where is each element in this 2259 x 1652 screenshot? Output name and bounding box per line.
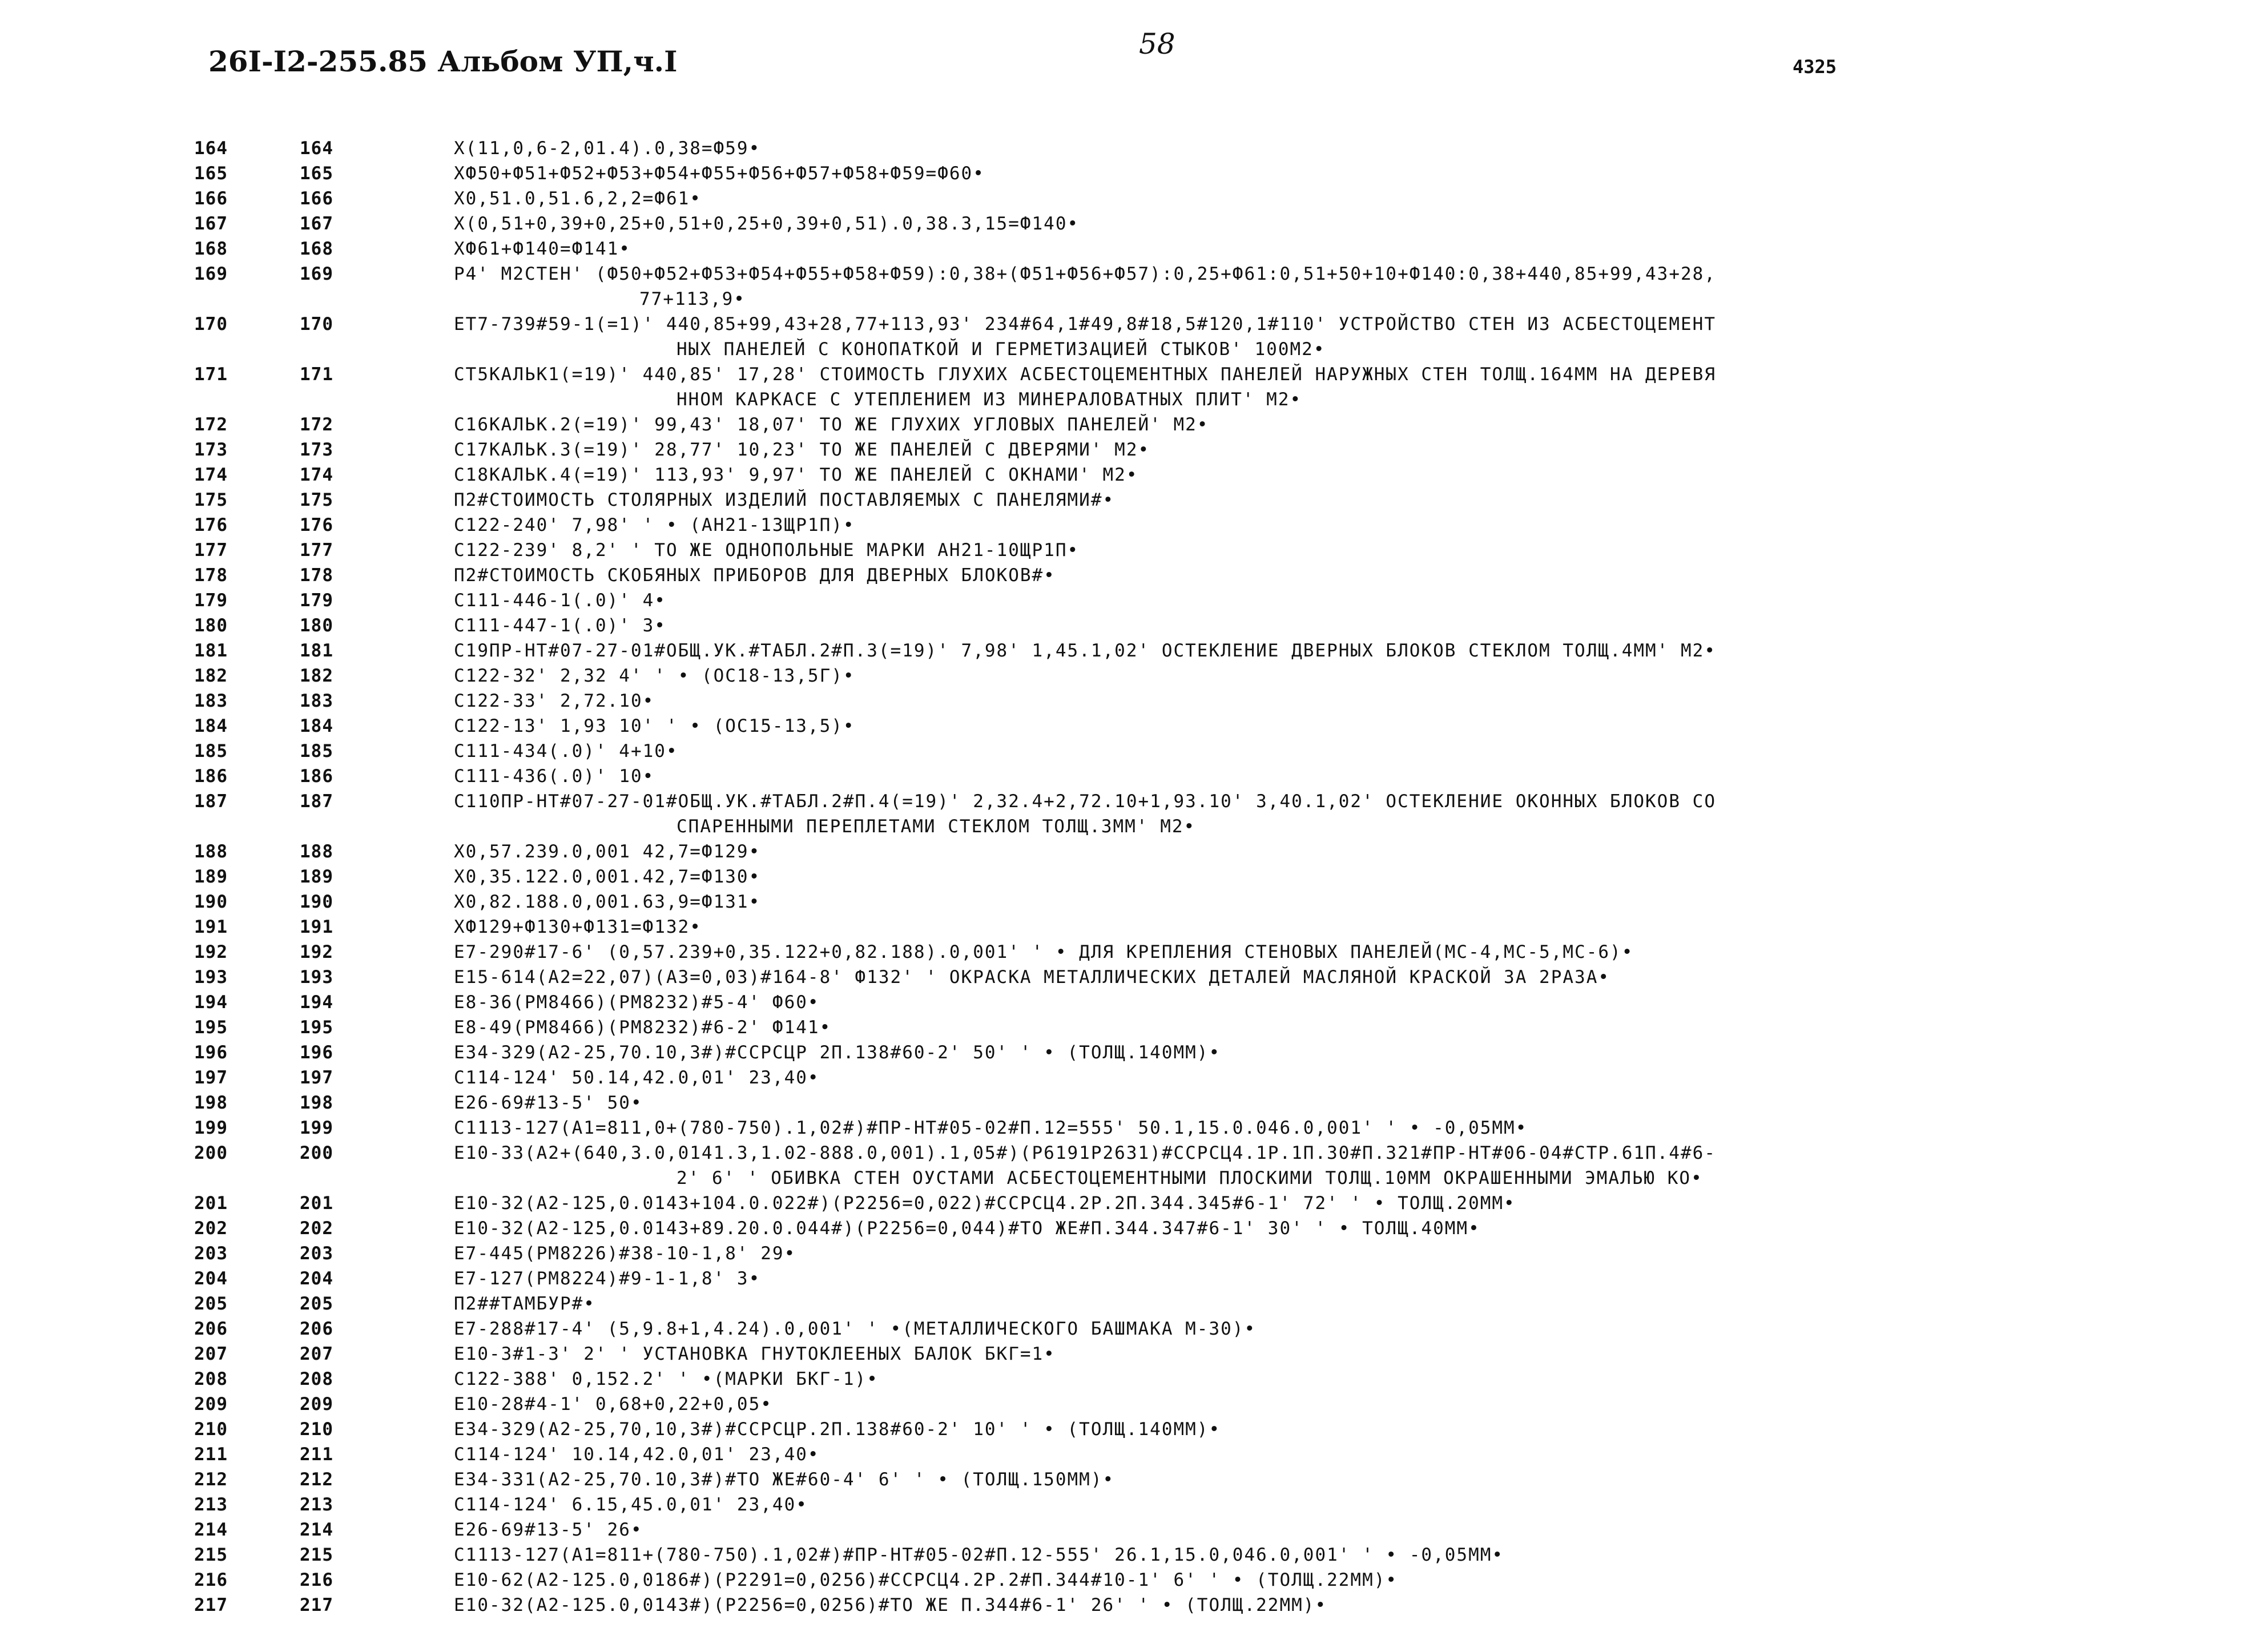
code-text-line: Е10-28#4-1' 0,68+0,22+0,05• bbox=[454, 1394, 772, 1415]
listing-line bbox=[0, 563, 2259, 588]
line-number: 191 bbox=[194, 917, 228, 937]
line-number: 211 bbox=[194, 1444, 228, 1465]
code-text-line: С1113-127(А1=811,0+(780-750).1,02#)#ПР-НТ#05-02#П.12=555' 50.1,15.0.046.0,001' ' • -0,05ММ• bbox=[454, 1118, 1528, 1138]
line-number: 189 bbox=[194, 867, 228, 887]
code-text-line: С111-447-1(.0)' 3• bbox=[454, 615, 666, 636]
listing-line bbox=[0, 412, 2259, 437]
line-number-duplicate: 209 bbox=[300, 1394, 333, 1415]
line-number-duplicate: 169 bbox=[300, 264, 333, 284]
line-number: 165 bbox=[194, 163, 228, 184]
line-number: 169 bbox=[194, 264, 228, 284]
code-text-line: Е7-288#17-4' (5,9.8+1,4.24).0,001' ' •(МЕТАЛЛИЧЕСКОГО БАШМАКА М-30)• bbox=[454, 1319, 1257, 1339]
listing-line bbox=[0, 186, 2259, 211]
code-text-line: Р4' М2СТЕН' (Ф50+Ф52+Ф53+Ф54+Ф55+Ф58+Ф59):0,38+(Ф51+Ф56+Ф57):0,25+Ф61:0,51+50+10+Ф140:0,38+440,85+99,43+28, bbox=[454, 264, 1717, 284]
code-text bbox=[454, 1291, 2178, 1316]
listing-line bbox=[0, 211, 2259, 236]
line-number: 217 bbox=[194, 1595, 228, 1615]
code-text bbox=[454, 186, 2178, 211]
line-number: 166 bbox=[194, 188, 228, 209]
line-number: 173 bbox=[194, 440, 228, 460]
line-number: 198 bbox=[194, 1093, 228, 1113]
listing-line bbox=[0, 1090, 2259, 1115]
listing-line bbox=[0, 764, 2259, 789]
line-number-duplicate: 212 bbox=[300, 1469, 333, 1490]
code-text bbox=[454, 538, 2178, 563]
code-text bbox=[454, 839, 2178, 864]
code-text-line: Е34-331(А2-25,70.10,3#)#ТО ЖЕ#60-4' 6' ' • (ТОЛЩ.150ММ)• bbox=[454, 1469, 1115, 1490]
listing-line bbox=[0, 487, 2259, 513]
code-text-line: С114-124' 10.14,42.0,01' 23,40• bbox=[454, 1444, 820, 1465]
line-number-duplicate: 203 bbox=[300, 1243, 333, 1264]
line-number: 179 bbox=[194, 590, 228, 611]
listing-line bbox=[0, 889, 2259, 914]
listing-line bbox=[0, 437, 2259, 462]
code-text bbox=[454, 1517, 2178, 1542]
listing-line bbox=[0, 1367, 2259, 1392]
code-text-line: С122-32' 2,32 4' ' • (ОС18-13,5Г)• bbox=[454, 666, 855, 686]
code-text-line: СТ5КАЛЬК1(=19)' 440,85' 17,28' СТОИМОСТЬ ГЛУХИХ АСБЕСТОЦЕМЕНТНЫХ ПАНЕЛЕЙ НАРУЖНЫХ СТЕН ТОЛЩ.164ММ НА ДЕРЕВЯ bbox=[454, 364, 1717, 385]
code-text-line: Е7-290#17-6' (0,57.239+0,35.122+0,82.188).0,001' ' • ДЛЯ КРЕПЛЕНИЯ СТЕНОВЫХ ПАНЕЛЕЙ(МС-4,МС-5,МС-6)• bbox=[454, 942, 1634, 962]
line-number-duplicate: 167 bbox=[300, 213, 333, 234]
code-text bbox=[454, 1266, 2178, 1291]
code-text-line: Е10-32(А2-125.0,0143#)(Р2256=0,0256)#ТО ЖЕ П.344#6-1' 26' ' • (ТОЛЩ.22ММ)• bbox=[454, 1595, 1327, 1615]
code-text-line: Х0,35.122.0,001.42,7=Ф130• bbox=[454, 867, 761, 887]
line-number-duplicate: 208 bbox=[300, 1369, 333, 1389]
code-text bbox=[454, 1492, 2178, 1517]
code-text-line: С111-446-1(.0)' 4• bbox=[454, 590, 666, 611]
listing-line bbox=[0, 1065, 2259, 1090]
listing-line bbox=[0, 1593, 2259, 1618]
code-text-line: С122-388' 0,152.2' ' •(МАРКИ БКГ-1)• bbox=[454, 1369, 879, 1389]
listing-line bbox=[0, 1141, 2259, 1191]
line-number-duplicate: 177 bbox=[300, 540, 333, 561]
code-text-line: С122-13' 1,93 10' ' • (ОС15-13,5)• bbox=[454, 716, 855, 736]
line-number: 171 bbox=[194, 364, 228, 385]
line-number-duplicate: 172 bbox=[300, 414, 333, 435]
code-text-line: Х0,57.239.0,001 42,7=Ф129• bbox=[454, 841, 761, 862]
code-text bbox=[454, 1316, 2178, 1341]
line-number: 202 bbox=[194, 1218, 228, 1239]
code-text-line: С16КАЛЬК.2(=19)' 99,43' 18,07' ТО ЖЕ ГЛУХИХ УГЛОВЫХ ПАНЕЛЕЙ' М2• bbox=[454, 414, 1209, 435]
listing-line bbox=[0, 990, 2259, 1015]
line-number-duplicate: 201 bbox=[300, 1193, 333, 1214]
listing-line bbox=[0, 1216, 2259, 1241]
line-number: 177 bbox=[194, 540, 228, 561]
listing-line bbox=[0, 538, 2259, 563]
code-text bbox=[454, 940, 2178, 965]
line-number: 172 bbox=[194, 414, 228, 435]
line-number-duplicate: 197 bbox=[300, 1067, 333, 1088]
code-text-line: Е10-32(А2-125,0.0143+104.0.022#)(Р2256=0,022)#ССРСЦ4.2Р.2П.344.345#6-1' 72' ' • ТОЛЩ.20ММ• bbox=[454, 1193, 1516, 1214]
code-text-line: С18КАЛЬК.4(=19)' 113,93' 9,97' ТО ЖЕ ПАНЕЛЕЙ С ОКНАМИ' М2• bbox=[454, 465, 1138, 485]
code-text-line: Х(11,0,6-2,01.4).0,38=Ф59• bbox=[454, 138, 761, 159]
line-number: 208 bbox=[194, 1369, 228, 1389]
code-text-line: Е10-32(А2-125,0.0143+89.20.0.044#)(Р2256=0,044)#ТО ЖЕ#П.344.347#6-1' 30' ' • ТОЛЩ.40ММ• bbox=[454, 1218, 1480, 1239]
code-text bbox=[454, 1090, 2178, 1115]
code-text bbox=[454, 588, 2178, 613]
listing-line bbox=[0, 261, 2259, 312]
code-text-line: Е34-329(А2-25,70.10,3#)#ССРСЦР 2П.138#60-2' 50' ' • (ТОЛЩ.140ММ)• bbox=[454, 1042, 1221, 1063]
listing-line bbox=[0, 1517, 2259, 1542]
line-number: 190 bbox=[194, 892, 228, 912]
line-number-duplicate: 179 bbox=[300, 590, 333, 611]
listing-line bbox=[0, 663, 2259, 688]
code-text-line: Е34-329(А2-25,70,10,3#)#ССРСЦР.2П.138#60-2' 10' ' • (ТОЛЩ.140ММ)• bbox=[454, 1419, 1221, 1440]
listing-line bbox=[0, 1115, 2259, 1141]
code-text bbox=[454, 1392, 2178, 1417]
listing-line bbox=[0, 1191, 2259, 1216]
listing-line bbox=[0, 1040, 2259, 1065]
listing-line bbox=[0, 940, 2259, 965]
listing-line bbox=[0, 1568, 2259, 1593]
line-number-duplicate: 189 bbox=[300, 867, 333, 887]
line-number: 196 bbox=[194, 1042, 228, 1063]
code-text-line: П2##ТАМБУР#• bbox=[454, 1294, 595, 1314]
listing-line bbox=[0, 362, 2259, 412]
code-text-line: С17КАЛЬК.3(=19)' 28,77' 10,23' ТО ЖЕ ПАНЕЛЕЙ С ДВЕРЯМИ' М2• bbox=[454, 440, 1150, 460]
code-text bbox=[454, 1216, 2178, 1241]
code-text bbox=[454, 261, 2178, 312]
code-text bbox=[454, 312, 2178, 362]
line-number: 181 bbox=[194, 640, 228, 661]
line-number: 180 bbox=[194, 615, 228, 636]
code-text bbox=[454, 1065, 2178, 1090]
code-text bbox=[454, 638, 2178, 663]
code-text-line: С1113-127(А1=811+(780-750).1,02#)#ПР-НТ#05-02#П.12-555' 26.1,15.0,046.0,001' ' • -0,05ММ• bbox=[454, 1545, 1504, 1565]
listing-line bbox=[0, 965, 2259, 990]
code-text-continuation: 2' 6' ' ОБИВКА СТЕН ОУСТАМИ АСБЕСТОЦЕМЕНТНЫМИ ПЛОСКИМИ ТОЛЩ.10ММ ОКРАШЕННЫМИ ЭМАЛЬЮ КО• bbox=[677, 1168, 1703, 1188]
line-number-duplicate: 191 bbox=[300, 917, 333, 937]
line-number: 207 bbox=[194, 1344, 228, 1364]
line-number: 175 bbox=[194, 490, 228, 510]
code-text-line: Х(0,51+0,39+0,25+0,51+0,25+0,39+0,51).0,38.3,15=Ф140• bbox=[454, 213, 1080, 234]
code-text-line: Е10-62(А2-125.0,0186#)(Р2291=0,0256)#ССРСЦ4.2Р.2#П.344#10-1' 6' ' • (ТОЛЩ.22ММ)• bbox=[454, 1570, 1398, 1590]
line-number: 214 bbox=[194, 1520, 228, 1540]
line-number: 186 bbox=[194, 766, 228, 787]
line-number-duplicate: 182 bbox=[300, 666, 333, 686]
code-text-line: Е10-3#1-3' 2' ' УСТАНОВКА ГНУТОКЛЕЕНЫХ БАЛОК БКГ=1• bbox=[454, 1344, 1056, 1364]
line-number: 174 bbox=[194, 465, 228, 485]
line-number: 178 bbox=[194, 565, 228, 586]
code-text bbox=[454, 437, 2178, 462]
line-number-duplicate: 199 bbox=[300, 1118, 333, 1138]
code-text bbox=[454, 136, 2178, 161]
line-number: 197 bbox=[194, 1067, 228, 1088]
line-number: 209 bbox=[194, 1394, 228, 1415]
code-text-line: П2#СТОИМОСТЬ СКОБЯНЫХ ПРИБОРОВ ДЛЯ ДВЕРНЫХ БЛОКОВ#• bbox=[454, 565, 1056, 586]
line-number-duplicate: 176 bbox=[300, 515, 333, 535]
listing-line bbox=[0, 136, 2259, 161]
code-text-continuation: 77+113,9• bbox=[639, 289, 746, 309]
listing-line bbox=[0, 1442, 2259, 1467]
line-number-duplicate: 205 bbox=[300, 1294, 333, 1314]
code-text bbox=[454, 236, 2178, 261]
code-listing bbox=[0, 136, 2259, 1618]
line-number-duplicate: 183 bbox=[300, 691, 333, 711]
code-text bbox=[454, 1542, 2178, 1568]
code-text bbox=[454, 1593, 2178, 1618]
code-text bbox=[454, 462, 2178, 487]
code-text bbox=[454, 1442, 2178, 1467]
line-number: 203 bbox=[194, 1243, 228, 1264]
code-text bbox=[454, 965, 2178, 990]
line-number: 170 bbox=[194, 314, 228, 335]
line-number: 187 bbox=[194, 791, 228, 812]
code-text bbox=[454, 990, 2178, 1015]
line-number: 216 bbox=[194, 1570, 228, 1590]
listing-line bbox=[0, 914, 2259, 940]
code-text-line: Е8-36(РМ8466)(РМ8232)#5-4' Ф60• bbox=[454, 992, 820, 1013]
line-number-duplicate: 202 bbox=[300, 1218, 333, 1239]
line-number: 188 bbox=[194, 841, 228, 862]
code-text bbox=[454, 714, 2178, 739]
code-text bbox=[454, 1191, 2178, 1216]
code-text bbox=[454, 513, 2178, 538]
line-number-duplicate: 171 bbox=[300, 364, 333, 385]
code-text-line: Е8-49(РМ8466)(РМ8232)#6-2' Ф141• bbox=[454, 1017, 832, 1038]
listing-line bbox=[0, 462, 2259, 487]
code-text-line: ХФ50+Ф51+Ф52+Ф53+Ф54+Ф55+Ф56+Ф57+Ф58+Ф59=Ф60• bbox=[454, 163, 985, 184]
code-text-continuation: НЫХ ПАНЕЛЕЙ С КОНОПАТКОЙ И ГЕРМЕТИЗАЦИЕЙ СТЫКОВ' 100М2• bbox=[677, 339, 1326, 360]
code-text bbox=[454, 613, 2178, 638]
line-number-duplicate: 174 bbox=[300, 465, 333, 485]
line-number-duplicate: 215 bbox=[300, 1545, 333, 1565]
line-number-duplicate: 170 bbox=[300, 314, 333, 335]
line-number-duplicate: 196 bbox=[300, 1042, 333, 1063]
line-number-duplicate: 193 bbox=[300, 967, 333, 988]
code-text bbox=[454, 889, 2178, 914]
line-number-duplicate: 200 bbox=[300, 1143, 333, 1163]
code-text bbox=[454, 764, 2178, 789]
line-number-duplicate: 198 bbox=[300, 1093, 333, 1113]
code-text bbox=[454, 914, 2178, 940]
listing-line bbox=[0, 236, 2259, 261]
line-number: 182 bbox=[194, 666, 228, 686]
line-number-duplicate: 185 bbox=[300, 741, 333, 761]
code-text bbox=[454, 1568, 2178, 1593]
code-text bbox=[454, 688, 2178, 714]
listing-line bbox=[0, 714, 2259, 739]
line-number: 201 bbox=[194, 1193, 228, 1214]
line-number: 184 bbox=[194, 716, 228, 736]
code-text bbox=[454, 563, 2178, 588]
listing-line bbox=[0, 789, 2259, 839]
listing-line bbox=[0, 1266, 2259, 1291]
code-text bbox=[454, 1367, 2178, 1392]
listing-line bbox=[0, 1015, 2259, 1040]
code-text-line: С114-124' 6.15,45.0,01' 23,40• bbox=[454, 1494, 808, 1515]
code-text bbox=[454, 161, 2178, 186]
code-text bbox=[454, 1115, 2178, 1141]
listing-line bbox=[0, 864, 2259, 889]
line-number: 194 bbox=[194, 992, 228, 1013]
listing-line bbox=[0, 1316, 2259, 1341]
code-text bbox=[454, 1341, 2178, 1367]
code-text-line: С111-436(.0)' 10• bbox=[454, 766, 655, 787]
code-text-line: С110ПР-НТ#07-27-01#ОБЩ.УК.#ТАБЛ.2#П.4(=19)' 2,32.4+2,72.10+1,93.10' 3,40.1,02' ОСТЕКЛЕНИЕ ОКОННЫХ БЛОКОВ СО bbox=[454, 791, 1717, 812]
sheet-code: 4325 bbox=[1793, 56, 1837, 78]
code-text-line: Е26-69#13-5' 26• bbox=[454, 1520, 643, 1540]
line-number-duplicate: 186 bbox=[300, 766, 333, 787]
code-text-line: ХФ61+Ф140=Ф141• bbox=[454, 239, 631, 259]
code-text bbox=[454, 487, 2178, 513]
code-text-line: Е7-127(РМ8224)#9-1-1,8' 3• bbox=[454, 1268, 761, 1289]
code-text-line: С122-33' 2,72.10• bbox=[454, 691, 655, 711]
line-number: 183 bbox=[194, 691, 228, 711]
listing-line bbox=[0, 1341, 2259, 1367]
listing-line bbox=[0, 1467, 2259, 1492]
code-text bbox=[454, 1417, 2178, 1442]
code-text-line: ЕТ7-739#59-1(=1)' 440,85+99,43+28,77+113,93' 234#64,1#49,8#18,5#120,1#110' УСТРОЙСТВО СТЕН ИЗ АСБЕСТОЦЕМЕНТ bbox=[454, 314, 1717, 335]
line-number-duplicate: 216 bbox=[300, 1570, 333, 1590]
line-number-duplicate: 175 bbox=[300, 490, 333, 510]
line-number: 199 bbox=[194, 1118, 228, 1138]
line-number-duplicate: 206 bbox=[300, 1319, 333, 1339]
code-text-line: ХФ129+Ф130+Ф131=Ф132• bbox=[454, 917, 702, 937]
line-number-duplicate: 190 bbox=[300, 892, 333, 912]
line-number-duplicate: 207 bbox=[300, 1344, 333, 1364]
code-text bbox=[454, 1141, 2178, 1191]
listing-line bbox=[0, 1241, 2259, 1266]
code-text-line: С122-239' 8,2' ' ТО ЖЕ ОДНОПОЛЬНЫЕ МАРКИ АН21-10ЩР1П• bbox=[454, 540, 1080, 561]
line-number-duplicate: 214 bbox=[300, 1520, 333, 1540]
line-number: 210 bbox=[194, 1419, 228, 1440]
line-number-duplicate: 194 bbox=[300, 992, 333, 1013]
listing-line bbox=[0, 839, 2259, 864]
code-text-line: Е7-445(РМ8226)#38-10-1,8' 29• bbox=[454, 1243, 796, 1264]
document-id: 26I-I2-255.85 Альбом УП,ч.I bbox=[208, 45, 678, 78]
line-number-duplicate: 204 bbox=[300, 1268, 333, 1289]
line-number-duplicate: 165 bbox=[300, 163, 333, 184]
line-number: 193 bbox=[194, 967, 228, 988]
code-text-line: С19ПР-НТ#07-27-01#ОБЩ.УК.#ТАБЛ.2#П.3(=19)' 7,98' 1,45.1,02' ОСТЕКЛЕНИЕ ДВЕРНЫХ БЛОКОВ СТЕКЛОМ ТОЛЩ.4ММ' М2• bbox=[454, 640, 1717, 661]
line-number: 213 bbox=[194, 1494, 228, 1515]
listing-line bbox=[0, 739, 2259, 764]
line-number: 200 bbox=[194, 1143, 228, 1163]
line-number: 204 bbox=[194, 1268, 228, 1289]
line-number-duplicate: 180 bbox=[300, 615, 333, 636]
line-number-duplicate: 178 bbox=[300, 565, 333, 586]
line-number: 164 bbox=[194, 138, 228, 159]
code-text-line: Е26-69#13-5' 50• bbox=[454, 1093, 643, 1113]
code-text bbox=[454, 864, 2178, 889]
line-number-duplicate: 213 bbox=[300, 1494, 333, 1515]
line-number-duplicate: 168 bbox=[300, 239, 333, 259]
code-text bbox=[454, 739, 2178, 764]
listing-line bbox=[0, 1492, 2259, 1517]
code-text bbox=[454, 362, 2178, 412]
line-number-duplicate: 187 bbox=[300, 791, 333, 812]
line-number-duplicate: 188 bbox=[300, 841, 333, 862]
line-number: 215 bbox=[194, 1545, 228, 1565]
line-number: 167 bbox=[194, 213, 228, 234]
line-number: 195 bbox=[194, 1017, 228, 1038]
code-text-line: Х0,51.0,51.6,2,2=Ф61• bbox=[454, 188, 702, 209]
code-text-line: Х0,82.188.0,001.63,9=Ф131• bbox=[454, 892, 761, 912]
listing-line bbox=[0, 638, 2259, 663]
line-number: 206 bbox=[194, 1319, 228, 1339]
code-text-line: С111-434(.0)' 4+10• bbox=[454, 741, 678, 761]
code-text-line: С114-124' 50.14,42.0,01' 23,40• bbox=[454, 1067, 820, 1088]
code-text bbox=[454, 1467, 2178, 1492]
line-number-duplicate: 192 bbox=[300, 942, 333, 962]
code-text-line: П2#СТОИМОСТЬ СТОЛЯРНЫХ ИЗДЕЛИЙ ПОСТАВЛЯЕМЫХ С ПАНЕЛЯМИ#• bbox=[454, 490, 1115, 510]
code-text bbox=[454, 789, 2178, 839]
line-number: 185 bbox=[194, 741, 228, 761]
listing-line bbox=[0, 1417, 2259, 1442]
listing-line bbox=[0, 1291, 2259, 1316]
listing-line bbox=[0, 1392, 2259, 1417]
line-number-duplicate: 164 bbox=[300, 138, 333, 159]
code-text bbox=[454, 1015, 2178, 1040]
listing-line bbox=[0, 688, 2259, 714]
code-text bbox=[454, 663, 2178, 688]
code-text-line: С122-240' 7,98' ' • (АН21-13ЩР1П)• bbox=[454, 515, 855, 535]
code-text bbox=[454, 211, 2178, 236]
line-number-duplicate: 166 bbox=[300, 188, 333, 209]
line-number-duplicate: 173 bbox=[300, 440, 333, 460]
line-number: 176 bbox=[194, 515, 228, 535]
code-text-line: Е15-614(А2=22,07)(А3=0,03)#164-8' Ф132' ' ОКРАСКА МЕТАЛЛИЧЕСКИХ ДЕТАЛЕЙ МАСЛЯНОЙ КРАСКОЙ ЗА 2РАЗА• bbox=[454, 967, 1610, 988]
listing-line bbox=[0, 1542, 2259, 1568]
line-number-duplicate: 217 bbox=[300, 1595, 333, 1615]
line-number: 192 bbox=[194, 942, 228, 962]
listing-line bbox=[0, 588, 2259, 613]
line-number: 168 bbox=[194, 239, 228, 259]
code-text-continuation: ННОМ КАРКАСЕ С УТЕПЛЕНИЕМ ИЗ МИНЕРАЛОВАТНЫХ ПЛИТ' М2• bbox=[677, 389, 1302, 410]
line-number: 205 bbox=[194, 1294, 228, 1314]
line-number-duplicate: 181 bbox=[300, 640, 333, 661]
code-text bbox=[454, 412, 2178, 437]
line-number-duplicate: 195 bbox=[300, 1017, 333, 1038]
listing-line bbox=[0, 613, 2259, 638]
line-number-duplicate: 184 bbox=[300, 716, 333, 736]
code-text-line: Е10-33(А2+(640,3.0,0141.3,1.02-888.0,001).1,05#)(Р6191Р2631)#ССРСЦ4.1Р.1П.30#П.321#ПР-НТ#06-04#СТР.61П.4#6- bbox=[454, 1143, 1717, 1163]
code-text bbox=[454, 1241, 2178, 1266]
listing-line bbox=[0, 513, 2259, 538]
line-number: 212 bbox=[194, 1469, 228, 1490]
line-number-duplicate: 210 bbox=[300, 1419, 333, 1440]
listing-line bbox=[0, 312, 2259, 362]
listing-line bbox=[0, 161, 2259, 186]
line-number-duplicate: 211 bbox=[300, 1444, 333, 1465]
page-number: 58 bbox=[1139, 27, 1175, 61]
code-text-continuation: СПАРЕННЫМИ ПЕРЕПЛЕТАМИ СТЕКЛОМ ТОЛЩ.3ММ' М2• bbox=[677, 816, 1196, 837]
code-text bbox=[454, 1040, 2178, 1065]
